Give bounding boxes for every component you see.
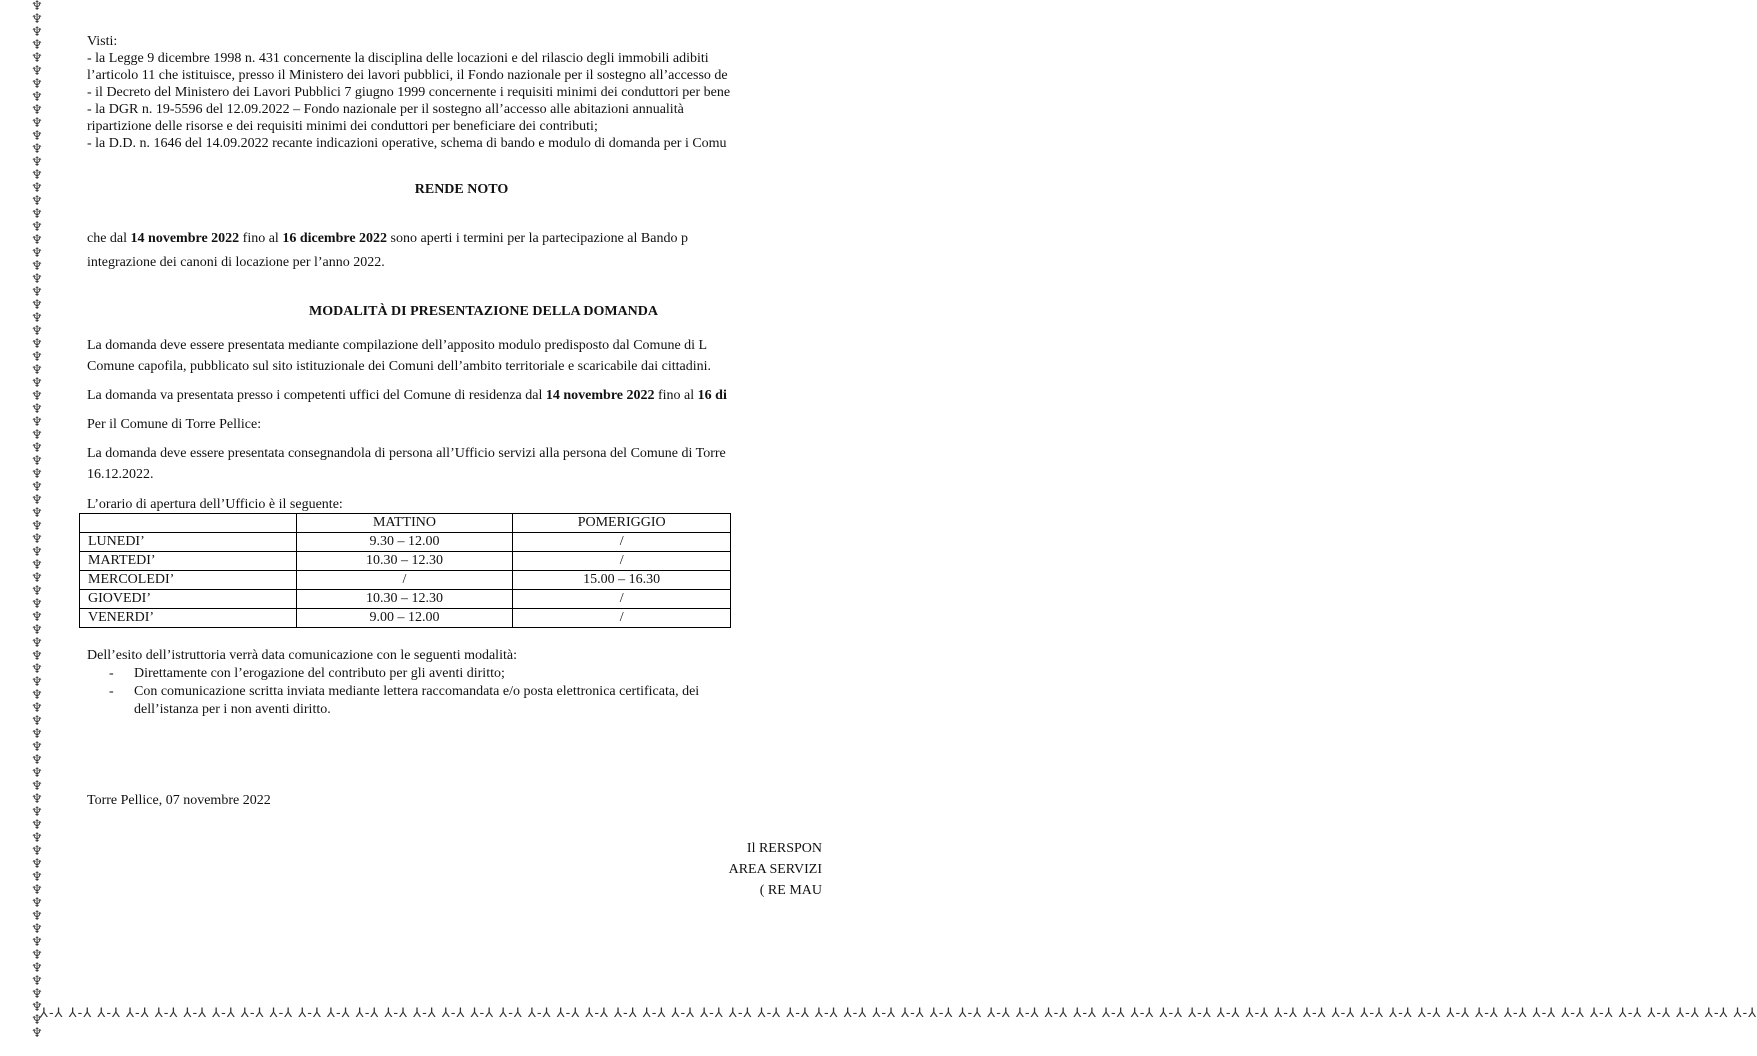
decorative-left-border: ♆ ♆ ♆ ♆ ♆ ♆ ♆ ♆ ♆ ♆ ♆ ♆ ♆ ♆ ♆ ♆ ♆ ♆ ♆ ♆ ♆ ♆ ♆ ♆ ♆ ♆ ♆ ♆ ♆ ♆ ♆ ♆ ♆ ♆ ♆ ♆ ♆ ♆ ♆ ♆ ♆ ♆ ♆ ♆ ♆ ♆ ♆ ♆ ♆ ♆ ♆ ♆ ♆ ♆ ♆ ♆ ♆ ♆ ♆ ♆ ♆ ♆ ♆ ♆ ♆ ♆ ♆ ♆ ♆ ♆ ♆ ♆ ♆ ♆ ♆ ♆ ♆ ♆ ♆ ♆ (31, 0, 43, 1041)
decorative-bottom-border: ⅄-⅄ ⅄-⅄ ⅄-⅄ ⅄-⅄ ⅄-⅄ ⅄-⅄ ⅄-⅄ ⅄-⅄ ⅄-⅄ ⅄-⅄ ⅄-⅄ ⅄-⅄ ⅄-⅄ ⅄-⅄ ⅄-⅄ ⅄-⅄ ⅄-⅄ ⅄-⅄ ⅄-⅄ ⅄-⅄ ⅄-⅄ ⅄-⅄ ⅄-⅄ ⅄-⅄ ⅄-⅄ ⅄-⅄ ⅄-⅄ ⅄-⅄ ⅄-⅄ ⅄-⅄ ⅄-⅄ ⅄-⅄ ⅄-⅄ ⅄-⅄ ⅄-⅄ ⅄-⅄ ⅄-⅄ ⅄-⅄ ⅄-⅄ ⅄-⅄ ⅄-⅄ ⅄-⅄ ⅄-⅄ ⅄-⅄ ⅄-⅄ ⅄-⅄ ⅄-⅄ ⅄-⅄ ⅄-⅄ ⅄-⅄ ⅄-⅄ ⅄-⅄ ⅄-⅄ ⅄-⅄ ⅄-⅄ ⅄-⅄ ⅄-⅄ ⅄-⅄ ⅄-⅄ ⅄-⅄ (40, 1006, 1757, 1021)
morning-cell: 9.30 – 12.00 (296, 533, 513, 552)
modalita-date-line (87, 385, 816, 406)
visti-line: - la Legge 9 dicembre 1998 n. 431 concernente la disciplina delle locazioni e del rilascio degli immobili adibiti (87, 51, 709, 66)
table-row (80, 590, 731, 609)
day-cell: VENERDI’ (80, 609, 297, 628)
text-span: sono aperti i termini per la partecipazione al Bando p (387, 231, 688, 246)
text-span: fino al (654, 388, 698, 403)
opening-hours-table (79, 513, 731, 628)
visti-title: Visti: (87, 34, 118, 49)
table-header-cell: POMERIGGIO (513, 514, 731, 533)
start-date: 14 novembre 2022 (545, 388, 655, 403)
table-row (80, 571, 731, 590)
visti-line: l’articolo 11 che istituisce, presso il Ministero dei lavori pubblici, il Fondo nazionale per il sostegno all’accesso de (87, 68, 728, 83)
visti-line: ripartizione delle risorse e dei requisiti minimi dei conduttori per beneficiare dei contributi; (87, 119, 598, 134)
table-header-cell (80, 514, 297, 533)
consegna-paragraph (87, 443, 816, 485)
visti-section (87, 33, 816, 152)
esito-list (87, 665, 816, 719)
document-page (87, 30, 822, 1000)
morning-cell: 9.00 – 12.00 (296, 609, 513, 628)
table-header-row (80, 514, 731, 533)
list-item (109, 665, 816, 683)
signature-line: AREA SERVIZI (728, 862, 822, 877)
modalita-paragraph (87, 335, 816, 377)
afternoon-cell: / (513, 609, 731, 628)
start-date: 14 novembre 2022 (130, 231, 240, 246)
day-cell: MERCOLEDI’ (80, 571, 297, 590)
day-cell: LUNEDI’ (80, 533, 297, 552)
end-date: 16 dicembre 2022 (282, 231, 388, 246)
list-item-text: Con comunicazione scritta inviata mediante lettera raccomandata e/o posta elettronica certificata, dei (134, 684, 700, 699)
esito-intro: Dell’esito dell’istruttoria verrà data comunicazione con le seguenti modalità: (87, 648, 517, 663)
afternoon-cell: / (513, 552, 731, 571)
rende-noto-paragraph (87, 227, 816, 275)
morning-cell: / (296, 571, 513, 590)
signature-line: Il RERSPON (746, 841, 822, 856)
comune-label: Per il Comune di Torre Pellice: (87, 417, 262, 432)
signature-block (729, 838, 822, 901)
afternoon-cell: 15.00 – 16.30 (513, 571, 731, 590)
list-item-text: dell’istanza per i non aventi diritto. (134, 702, 331, 717)
list-item-text: Direttamente con l’erogazione del contributo per gli aventi diritto; (134, 666, 505, 681)
morning-cell: 10.30 – 12.30 (296, 552, 513, 571)
afternoon-cell: / (513, 533, 731, 552)
day-cell: MARTEDI’ (80, 552, 297, 571)
text-span: fino al (239, 231, 283, 246)
visti-line: - la DGR n. 19-5596 del 12.09.2022 – Fondo nazionale per il sostegno all’accesso alle abitazioni annualità (87, 102, 684, 117)
consegna-line: 16.12.2022. (87, 467, 154, 482)
rende-noto-line: integrazione dei canoni di locazione per l’anno 2022. (87, 255, 385, 270)
dash-bullet: - (109, 666, 114, 681)
afternoon-cell: / (513, 590, 731, 609)
table-row (80, 533, 731, 552)
table-header-cell: MATTINO (296, 514, 513, 533)
orario-intro: L’orario di apertura dell’Ufficio è il seguente: (87, 497, 343, 512)
end-date: 16 di (697, 388, 727, 403)
modalita-line: La domanda deve essere presentata mediante compilazione dell’apposito modulo predisposto dal Comune di L (87, 338, 708, 353)
place-date: Torre Pellice, 07 novembre 2022 (87, 793, 271, 808)
visti-line: - il Decreto del Ministero dei Lavori Pubblici 7 giugno 1999 concernente i requisiti minimi dei conduttori per bene (87, 85, 731, 100)
table-row (80, 552, 731, 571)
dash-bullet: - (109, 684, 114, 699)
rende-noto-line (87, 227, 816, 251)
text-span: che dal (87, 231, 131, 246)
morning-cell: 10.30 – 12.30 (296, 590, 513, 609)
modalita-heading: MODALITÀ DI PRESENTAZIONE DELLA DOMANDA (309, 304, 659, 319)
consegna-line: La domanda deve essere presentata consegnandola di persona all’Ufficio servizi alla persona del Comune di Torre (87, 446, 726, 461)
modalita-line: Comune capofila, pubblicato sul sito istituzionale dei Comuni dell’ambito territoriale e scaricabile dai cittadini. (87, 359, 711, 374)
visti-line: - la D.D. n. 1646 del 14.09.2022 recante indicazioni operative, schema di bando e modulo di domanda per i Comu (87, 136, 727, 151)
day-cell: GIOVEDI’ (80, 590, 297, 609)
table-row (80, 609, 731, 628)
signature-line: ( RE MAU (759, 883, 822, 898)
text-span: La domanda va presentata presso i competenti uffici del Comune di residenza dal (87, 388, 546, 403)
list-item (109, 683, 816, 719)
rende-noto-heading: RENDE NOTO (414, 182, 509, 197)
